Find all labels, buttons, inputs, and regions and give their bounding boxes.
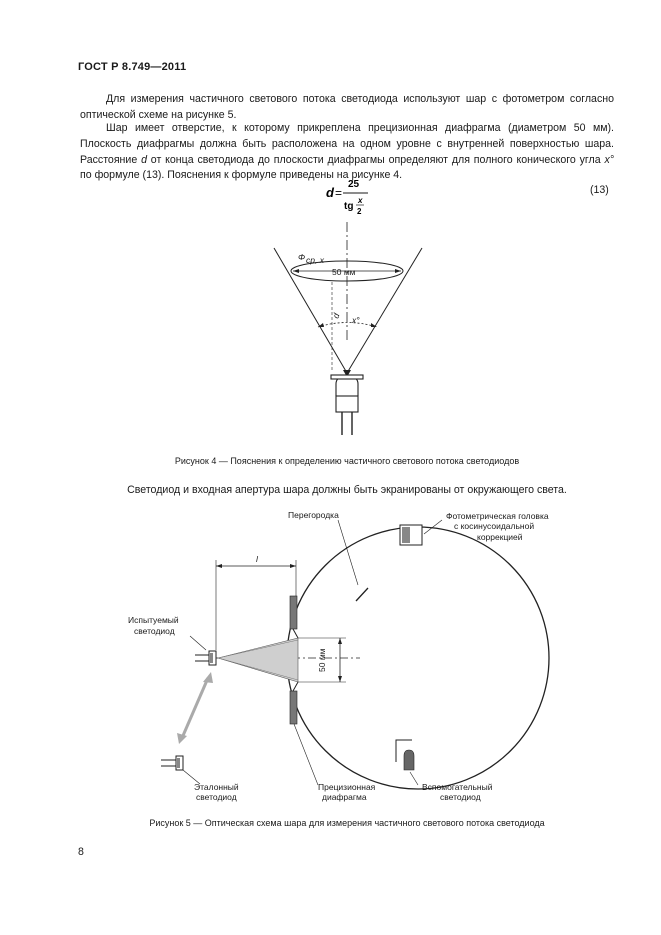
- paragraph-2-text-b: от конца светодиода до плоскости диафрагмы определяют для полного конического угла: [146, 153, 605, 166]
- fig4-x-label: x°: [352, 315, 360, 325]
- paragraph-2-x: x°: [604, 153, 614, 166]
- auxiliary-led: [404, 750, 414, 770]
- fig4-led-flange: [331, 375, 363, 379]
- aperture-label-1: Прецизионная: [318, 782, 376, 792]
- photometer-label-2: с косинусоидальной: [454, 521, 535, 531]
- fig4-led-base: [336, 396, 358, 412]
- test-led-label-2: светодиод: [134, 626, 175, 636]
- photometer-label-3: коррекцией: [477, 532, 523, 542]
- figure-4-caption: Рисунок 4 — Пояснения к определению частичного светового потока светодиодов: [174, 456, 520, 466]
- diam-dimension-label: 50 мм: [317, 648, 327, 672]
- figure-5: [120, 500, 590, 810]
- reference-led-label-1: Эталонный: [194, 782, 239, 792]
- aux-led-leader: [410, 772, 418, 785]
- swap-arrow: [182, 678, 208, 738]
- baffle: [356, 588, 368, 601]
- formula-equals: =: [335, 186, 343, 200]
- figure-4: [250, 220, 450, 445]
- formula-tg: tg: [344, 201, 354, 212]
- formula-frac-bottom: 2: [357, 207, 362, 216]
- fig4-diam-label: 50 мм: [332, 267, 356, 277]
- l-dimension-label: l: [256, 554, 258, 564]
- fig4-phi-label: Φ: [298, 252, 306, 262]
- aux-led-label-2: светодиод: [440, 792, 481, 802]
- paragraph-2-d: d: [141, 153, 147, 166]
- aux-led-label-1: Вспомогательный: [422, 782, 493, 792]
- page-number: 8: [78, 846, 84, 858]
- figure-5-caption: Рисунок 5 — Оптическая схема шара для измерения частичного светового потока светодиода: [149, 818, 545, 828]
- baffle-label: Перегородка: [288, 510, 339, 520]
- formula-numerator: 25: [348, 179, 360, 190]
- formula-13: [300, 174, 390, 220]
- reference-led-label-2: светодиод: [196, 792, 237, 802]
- fig4-d-label: d: [330, 311, 342, 320]
- shielding-note: Светодиод и входная апертура шара должны быть экранированы от окружающего света.: [127, 484, 567, 496]
- paragraph-2-text-a: Шар имеет отверстие, к которому прикреплена прецизионная диафрагма (диаметром 50 мм). Плоскость диафрагмы должна быть расположена на одном уровне с внутренней поверхностью шара. Расстояние: [80, 122, 614, 166]
- paragraph-1: Для измерения частичного светового потока светодиода используют шар с фотометром согласно оптической схеме на рисунке 5.: [80, 93, 614, 121]
- photometer-label-1: Фотометрическая головка: [446, 511, 549, 521]
- aperture-plate-top: [290, 596, 297, 629]
- fig4-cone-right: [347, 248, 422, 373]
- beam-cone: [218, 638, 298, 682]
- fig4-phi-sub: ср, x: [306, 255, 324, 265]
- test-led-leader: [190, 636, 206, 650]
- aperture-leader: [294, 724, 318, 785]
- fig4-angle-arc: [318, 323, 377, 328]
- formula-lhs: d: [326, 185, 334, 200]
- paragraph-2-text-c: по формуле (13). Пояснения к формуле приведены на рисунке 4.: [80, 169, 403, 182]
- document-header: ГОСТ Р 8.749—2011: [78, 61, 187, 73]
- formula-number: (13): [590, 184, 609, 196]
- aperture-plate-bottom: [290, 691, 297, 724]
- test-led-label-1: Испытуемый: [128, 615, 179, 625]
- aperture-label-2: диафрагма: [322, 792, 367, 802]
- formula-frac-top: x: [358, 196, 363, 205]
